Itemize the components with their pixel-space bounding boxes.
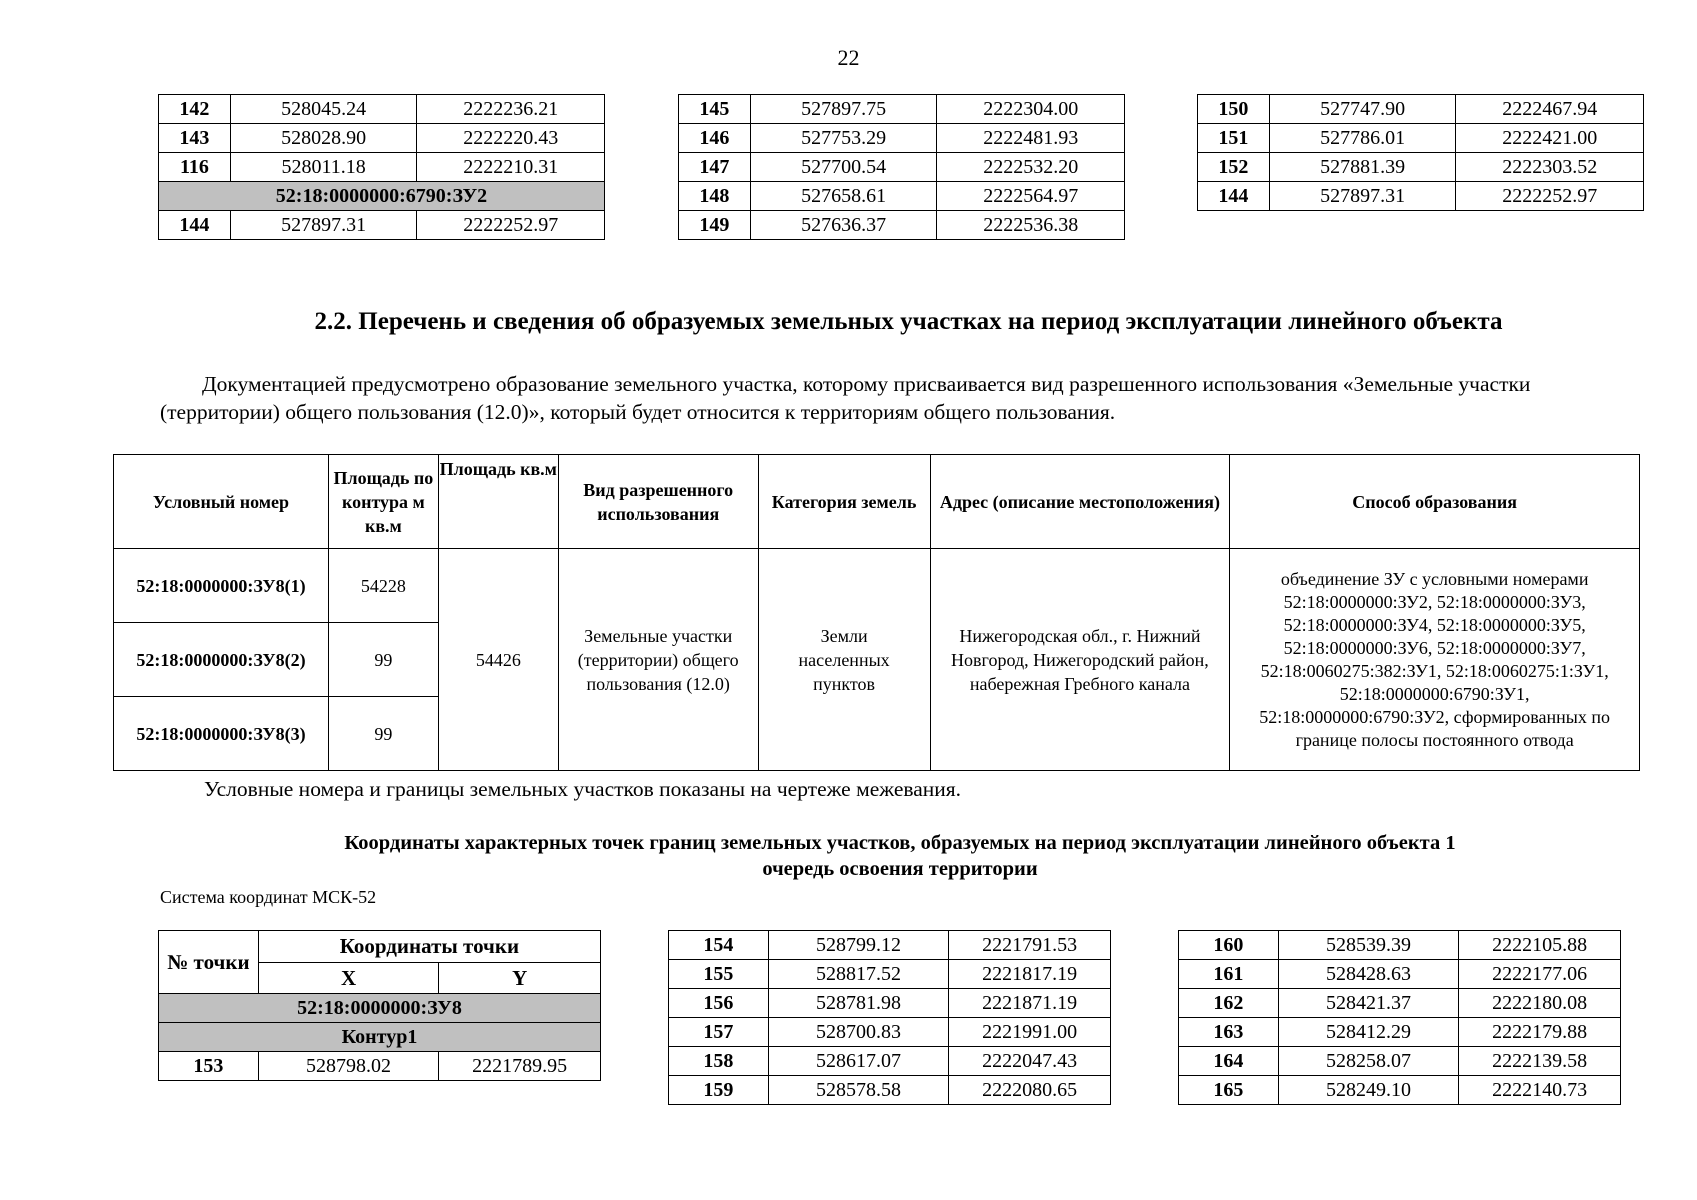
point-number: 153 [159, 1052, 259, 1081]
point-number: 162 [1179, 989, 1279, 1018]
point-number: 156 [669, 989, 769, 1018]
point-x: 528700.83 [768, 1018, 949, 1047]
coordinates-heading-line1: Координаты характерных точек границ земельных участков, образуемых на период эксплуатации линейного объекта 1 [344, 832, 1456, 854]
point-y: 2222532.20 [937, 153, 1125, 182]
coordinate-table-4 [668, 930, 1111, 1105]
table-row [679, 95, 1125, 124]
coordinate-table-2 [678, 94, 1125, 240]
header-coordinates: Координаты точки [258, 931, 600, 963]
parcel-number: 52:18:0000000:ЗУ8(3) [114, 697, 329, 771]
table-row [159, 211, 605, 240]
point-y: 2222421.00 [1456, 124, 1644, 153]
parcel-number: 52:18:0000000:ЗУ8(2) [114, 623, 329, 697]
table-row [1179, 1047, 1621, 1076]
header-x: X [258, 963, 439, 994]
point-number: 155 [669, 960, 769, 989]
drawing-note: Условные номера и границы земельных участков показаны на чертеже межевания. [204, 777, 962, 801]
coordinates-heading [220, 830, 1580, 882]
point-x: 527636.37 [750, 211, 937, 240]
table-row [1198, 95, 1644, 124]
header-point-number: № точки [159, 931, 259, 994]
point-x: 528817.52 [768, 960, 949, 989]
formation-method: объединение ЗУ с условными номерами 52:18:0000000:ЗУ2, 52:18:0000000:ЗУ3, 52:18:0000000:ЗУ4, 52:18:0000000:ЗУ5, 52:18:0000000:ЗУ6, 52:18:0000000:ЗУ7, 52:18:0060275:382:ЗУ1, 52:18:0060275:1:ЗУ1, 52:18:0000000:6790:ЗУ1, 52:18:0000000:6790:ЗУ2, сформированных по границе полосы постоянного отвода [1230, 549, 1640, 771]
table-row [669, 1018, 1111, 1047]
table-row [1179, 1018, 1621, 1047]
parcel-label: 52:18:0000000:6790:ЗУ2 [159, 182, 605, 211]
table-row [679, 182, 1125, 211]
contour-label: Контур1 [159, 1023, 601, 1052]
point-x: 528412.29 [1278, 1018, 1459, 1047]
point-y: 2222139.58 [1459, 1047, 1621, 1076]
table-row [669, 989, 1111, 1018]
point-x: 527897.75 [750, 95, 937, 124]
point-y: 2222303.52 [1456, 153, 1644, 182]
point-number: 159 [669, 1076, 769, 1105]
point-x: 527897.31 [230, 211, 417, 240]
point-x: 528578.58 [768, 1076, 949, 1105]
table-row [1179, 989, 1621, 1018]
intro-paragraph: Документацией предусмотрено образование земельного участка, которому присваивается вид разрешенного использования «Земельные участки (территории) общего пользования (12.0)», который будет относится к территориям общего пользования. [160, 372, 1531, 424]
point-y: 2222236.21 [417, 95, 605, 124]
table-row [159, 124, 605, 153]
table-row [159, 182, 605, 211]
header-area-contour: Площадь по контура м кв.м [328, 455, 438, 549]
table-row [669, 960, 1111, 989]
point-y: 2221791.53 [949, 931, 1111, 960]
table-row [159, 931, 601, 963]
point-x: 528539.39 [1278, 931, 1459, 960]
point-y: 2222140.73 [1459, 1076, 1621, 1105]
table-row [1179, 960, 1621, 989]
point-y: 2222536.38 [937, 211, 1125, 240]
point-y: 2221789.95 [439, 1052, 601, 1081]
point-number: 154 [669, 931, 769, 960]
coordinate-table-1 [158, 94, 605, 240]
point-y: 2222210.31 [417, 153, 605, 182]
point-y: 2222564.97 [937, 182, 1125, 211]
point-y: 2222252.97 [1456, 182, 1644, 211]
point-number: 165 [1179, 1076, 1279, 1105]
address: Нижегородская обл., г. Нижний Новгород, Нижегородский район, набережная Гребного канала [930, 549, 1230, 771]
section-title: 2.2. Перечень и сведения об образуемых земельных участках на период эксплуатации линейного объекта [314, 308, 1503, 335]
area-contour: 54228 [328, 549, 438, 623]
header-use: Вид разрешенного использования [558, 455, 758, 549]
point-x: 527753.29 [750, 124, 937, 153]
table-row [114, 549, 1640, 623]
point-number: 158 [669, 1047, 769, 1076]
point-y: 2222220.43 [417, 124, 605, 153]
point-x: 528428.63 [1278, 960, 1459, 989]
table-row [159, 1052, 601, 1081]
point-x: 528799.12 [768, 931, 949, 960]
coordinate-table-header [158, 930, 601, 1081]
table-row [679, 211, 1125, 240]
point-x: 527658.61 [750, 182, 937, 211]
point-y: 2222080.65 [949, 1076, 1111, 1105]
header-address: Адрес (описание местоположения) [930, 455, 1230, 549]
land-parcel-table [113, 454, 1640, 771]
table-row [669, 931, 1111, 960]
header-number: Условный номер [114, 455, 329, 549]
point-y: 2221991.00 [949, 1018, 1111, 1047]
header-area: Площадь кв.м [438, 455, 558, 549]
point-x: 528249.10 [1278, 1076, 1459, 1105]
point-y: 2222180.08 [1459, 989, 1621, 1018]
table-row [669, 1047, 1111, 1076]
point-x: 528781.98 [768, 989, 949, 1018]
point-y: 2222179.88 [1459, 1018, 1621, 1047]
point-number: 144 [1198, 182, 1270, 211]
table-row [1198, 182, 1644, 211]
point-x: 528798.02 [258, 1052, 439, 1081]
point-number: 143 [159, 124, 231, 153]
parcel-label: 52:18:0000000:ЗУ8 [159, 994, 601, 1023]
page-number: 22 [837, 45, 860, 70]
table-row [159, 153, 605, 182]
table-row [1179, 931, 1621, 960]
table-row [1198, 124, 1644, 153]
coordinate-table-5 [1178, 930, 1621, 1105]
header-y: Y [439, 963, 601, 994]
point-y: 2222252.97 [417, 211, 605, 240]
area-contour: 99 [328, 623, 438, 697]
point-y: 2221817.19 [949, 960, 1111, 989]
point-number: 142 [159, 95, 231, 124]
point-x: 527786.01 [1269, 124, 1456, 153]
table-row [679, 124, 1125, 153]
point-x: 528617.07 [768, 1047, 949, 1076]
point-number: 149 [679, 211, 751, 240]
point-y: 2222304.00 [937, 95, 1125, 124]
point-number: 164 [1179, 1047, 1279, 1076]
table-row [159, 1023, 601, 1052]
point-x: 528011.18 [230, 153, 417, 182]
permitted-use: Земельные участки (территории) общего пользования (12.0) [558, 549, 758, 771]
point-y: 2222467.94 [1456, 95, 1644, 124]
point-number: 160 [1179, 931, 1279, 960]
area-total: 54426 [438, 549, 558, 771]
table-row [679, 153, 1125, 182]
point-x: 527747.90 [1269, 95, 1456, 124]
point-y: 2222047.43 [949, 1047, 1111, 1076]
table-row [1179, 1076, 1621, 1105]
point-x: 528028.90 [230, 124, 417, 153]
point-number: 116 [159, 153, 231, 182]
point-y: 2222105.88 [1459, 931, 1621, 960]
parcel-number: 52:18:0000000:ЗУ8(1) [114, 549, 329, 623]
point-y: 2222177.06 [1459, 960, 1621, 989]
coordinates-heading-line2: очередь освоения территории [762, 858, 1038, 880]
coordinate-table-3 [1197, 94, 1644, 211]
point-x: 528258.07 [1278, 1047, 1459, 1076]
table-row [1198, 153, 1644, 182]
point-number: 163 [1179, 1018, 1279, 1047]
point-x: 528045.24 [230, 95, 417, 124]
point-number: 151 [1198, 124, 1270, 153]
table-row [669, 1076, 1111, 1105]
coordinate-system-label: Система координат МСК-52 [160, 887, 377, 907]
point-x: 527881.39 [1269, 153, 1456, 182]
point-y: 2222481.93 [937, 124, 1125, 153]
table-row [159, 994, 601, 1023]
area-contour: 99 [328, 697, 438, 771]
point-number: 146 [679, 124, 751, 153]
point-number: 150 [1198, 95, 1270, 124]
point-number: 144 [159, 211, 231, 240]
point-number: 148 [679, 182, 751, 211]
table-row [159, 95, 605, 124]
point-y: 2221871.19 [949, 989, 1111, 1018]
point-number: 152 [1198, 153, 1270, 182]
point-number: 147 [679, 153, 751, 182]
point-x: 527700.54 [750, 153, 937, 182]
point-x: 527897.31 [1269, 182, 1456, 211]
header-method: Способ образования [1230, 455, 1640, 549]
point-number: 157 [669, 1018, 769, 1047]
point-number: 161 [1179, 960, 1279, 989]
point-number: 145 [679, 95, 751, 124]
point-x: 528421.37 [1278, 989, 1459, 1018]
land-table-header-row [114, 455, 1640, 549]
land-category: Земли населенных пунктов [758, 549, 930, 771]
header-category: Категория земель [758, 455, 930, 549]
